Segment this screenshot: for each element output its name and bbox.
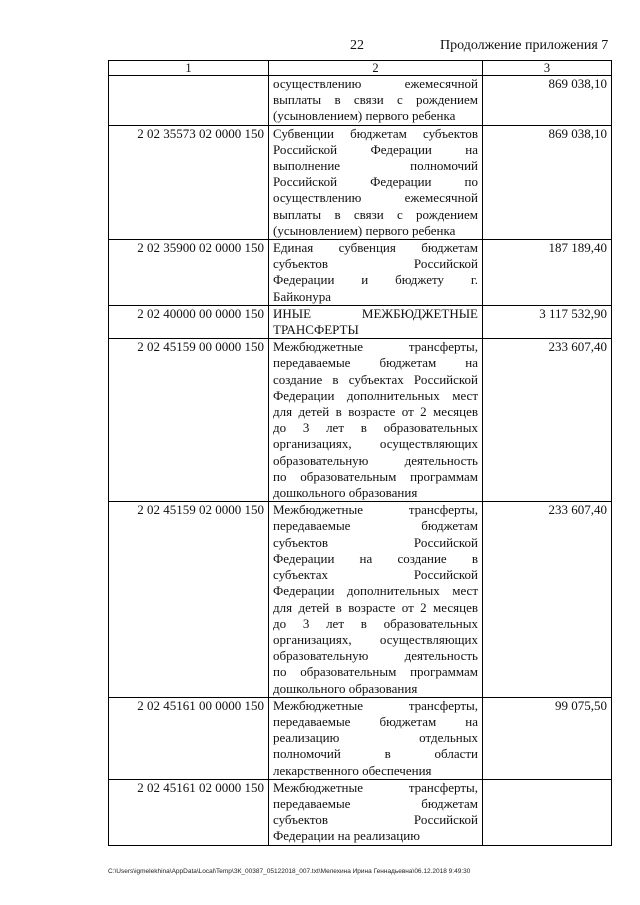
description-line: Межбюджетные трансферты, (273, 697, 478, 713)
description-line: (усыновлением) первого ребенка (273, 222, 456, 238)
description-line: до 3 лет в образовательных (273, 420, 478, 436)
amount: 869 038,10 (483, 76, 612, 126)
description-line: полномочий в области (273, 746, 478, 762)
description-line: (усыновлением) первого ребенка (273, 108, 456, 124)
description-line: до 3 лет в образовательных (273, 615, 478, 631)
table-row (109, 76, 612, 126)
column-header-1: 1 (109, 61, 269, 76)
description-line: субъектов Российской (273, 256, 478, 272)
table-row (109, 779, 612, 845)
budget-code: 2 02 45159 02 0000 150 (109, 502, 269, 697)
page-header (0, 38, 640, 58)
description (269, 779, 483, 845)
description (269, 125, 483, 239)
budget-code (109, 76, 269, 126)
description-line: Межбюджетные трансферты, (273, 339, 478, 355)
description-line: организациях, осуществляющих (273, 631, 478, 647)
continuation-label: Продолжение приложения 7 (440, 38, 609, 53)
description-line: передаваемые бюджетам (273, 518, 478, 534)
description-line: реализацию отдельных (273, 730, 478, 746)
description-line: образовательную деятельность (273, 452, 478, 468)
description (269, 305, 483, 338)
amount: 187 189,40 (483, 240, 612, 306)
description-line: передаваемые бюджетам на (273, 355, 478, 371)
column-header-3: 3 (483, 61, 612, 76)
budget-code: 2 02 45159 00 0000 150 (109, 339, 269, 502)
description (269, 339, 483, 502)
description-line: выплаты в связи с рождением (273, 92, 478, 108)
description-line: осуществлению ежемесячной (273, 190, 478, 206)
description-line: Российской Федерации по (273, 174, 478, 190)
amount (483, 779, 612, 845)
description-line: выплаты в связи с рождением (273, 206, 478, 222)
table-row (109, 305, 612, 338)
description-line: лекарственного обеспечения (273, 762, 432, 778)
budget-code: 2 02 45161 00 0000 150 (109, 697, 269, 779)
page-number: 22 (350, 38, 364, 53)
description-line: субъектов Российской (273, 812, 478, 828)
table-row (109, 240, 612, 306)
description-line: передаваемые бюджетам (273, 795, 478, 811)
description-line: создание в субъектах Российской (273, 371, 478, 387)
amount: 3 117 532,90 (483, 305, 612, 338)
description-line: Единая субвенция бюджетам (273, 240, 478, 256)
description-line: Федерации на создание в (273, 550, 478, 566)
budget-code: 2 02 35900 02 0000 150 (109, 240, 269, 306)
amount: 233 607,40 (483, 339, 612, 502)
description (269, 240, 483, 306)
description-line: для детей в возрасте от 2 месяцев (273, 599, 478, 615)
description-line: для детей в возрасте от 2 месяцев (273, 404, 478, 420)
description-line: Федерации на реализацию (273, 828, 420, 844)
description-line: ТРАНСФЕРТЫ (273, 322, 359, 338)
column-header-2: 2 (269, 61, 483, 76)
description-line: по образовательным программам (273, 468, 478, 484)
description-line: Федерации и бюджету г. (273, 272, 478, 288)
table-row (109, 502, 612, 697)
description (269, 697, 483, 779)
budget-code: 2 02 45161 02 0000 150 (109, 779, 269, 845)
description-line: субъектов Российской (273, 534, 478, 550)
description-line: Межбюджетные трансферты, (273, 779, 478, 795)
description-line: осуществлению ежемесячной (273, 76, 478, 91)
amount: 233 607,40 (483, 502, 612, 697)
table-row (109, 697, 612, 779)
description-line: Межбюджетные трансферты, (273, 502, 478, 518)
description-line: дошкольного образования (273, 680, 418, 696)
description (269, 502, 483, 697)
description-line: Байконура (273, 288, 332, 304)
table-row (109, 125, 612, 239)
column-header-row (109, 61, 612, 76)
budget-code: 2 02 35573 02 0000 150 (109, 125, 269, 239)
amount: 99 075,50 (483, 697, 612, 779)
description-line: передаваемые бюджетам на (273, 713, 478, 729)
description-line: по образовательным программам (273, 664, 478, 680)
description-line: Федерации дополнительных мест (273, 583, 478, 599)
description-line: Федерации дополнительных мест (273, 387, 478, 403)
footer-path: C:\Users\igmelekhina\AppData\Local\Temp\ЗК_00387_05122018_007.txt\Мелехина Ирина Геннадьевна\06.12.2018 9:49:30 (108, 868, 471, 875)
description-line: дошкольного образования (273, 485, 418, 501)
budget-table (108, 60, 612, 846)
budget-code: 2 02 40000 00 0000 150 (109, 305, 269, 338)
description-line: Субвенции бюджетам субъектов (273, 125, 478, 141)
description-line: выполнение полномочий (273, 158, 478, 174)
description-line: образовательную деятельность (273, 648, 478, 664)
description (269, 76, 483, 126)
amount: 869 038,10 (483, 125, 612, 239)
description-line: Российской Федерации на (273, 141, 478, 157)
description-line: организациях, осуществляющих (273, 436, 478, 452)
table-row (109, 339, 612, 502)
description-line: субъектах Российской (273, 567, 478, 583)
description-line: ИНЫЕ МЕЖБЮДЖЕТНЫЕ (273, 305, 478, 321)
